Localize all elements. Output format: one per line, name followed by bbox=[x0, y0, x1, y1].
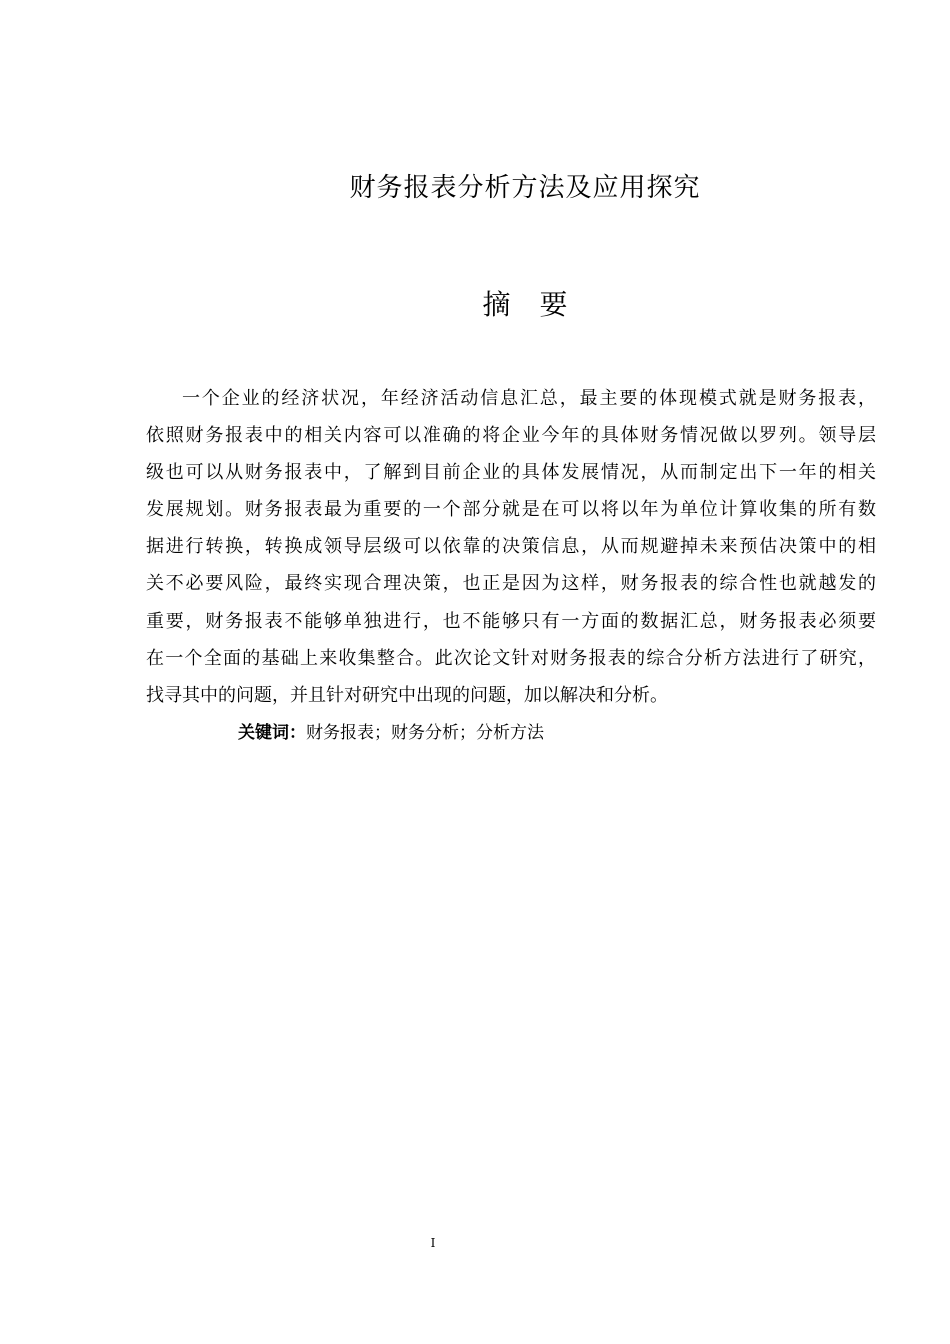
abstract-line: 在一个全面的基础上来收集整合。此次论文针对财务报表的综合分析方法进行了研究， bbox=[146, 647, 876, 669]
abstract-heading bbox=[0, 285, 950, 325]
document-title: 财务报表分析方法及应用探究 bbox=[349, 173, 701, 203]
abstract-line: 一个企业的经济状况，年经济活动信息汇总，最主要的体现模式就是财务报表， bbox=[182, 388, 876, 409]
abstract-line: 据进行转换，转换成领导层级可以依靠的决策信息，从而规避掉未来预估决策中的相 bbox=[146, 536, 876, 558]
page-number: I bbox=[430, 1236, 436, 1250]
keywords bbox=[238, 718, 544, 748]
abstract-heading-char: 摘 bbox=[482, 288, 511, 321]
abstract-line: 级也可以从财务报表中，了解到目前企业的具体发展情况，从而制定出下一年的相关 bbox=[146, 462, 876, 484]
abstract-line: 发展规划。财务报表最为重要的一个部分就是在可以将以年为单位计算收集的所有数 bbox=[146, 499, 876, 521]
abstract-line: 关不必要风险，最终实现合理决策，也正是因为这样，财务报表的综合性也就越发的 bbox=[146, 573, 876, 595]
abstract-line: 重要，财务报表不能够单独进行，也不能够只有一方面的数据汇总，财务报表必须要 bbox=[146, 610, 876, 632]
abstract-line: 找寻其中的问题，并且针对研究中出现的问题，加以解决和分析。 bbox=[146, 684, 668, 706]
keywords-label: 关键词： bbox=[238, 723, 306, 743]
abstract-body bbox=[146, 380, 876, 714]
abstract-heading-char: 要 bbox=[539, 288, 568, 321]
keywords-value: 财务报表；财务分析；分析方法 bbox=[306, 723, 544, 743]
abstract-line: 依照财务报表中的相关内容可以准确的将企业今年的具体财务情况做以罗列。领导层 bbox=[146, 425, 876, 447]
